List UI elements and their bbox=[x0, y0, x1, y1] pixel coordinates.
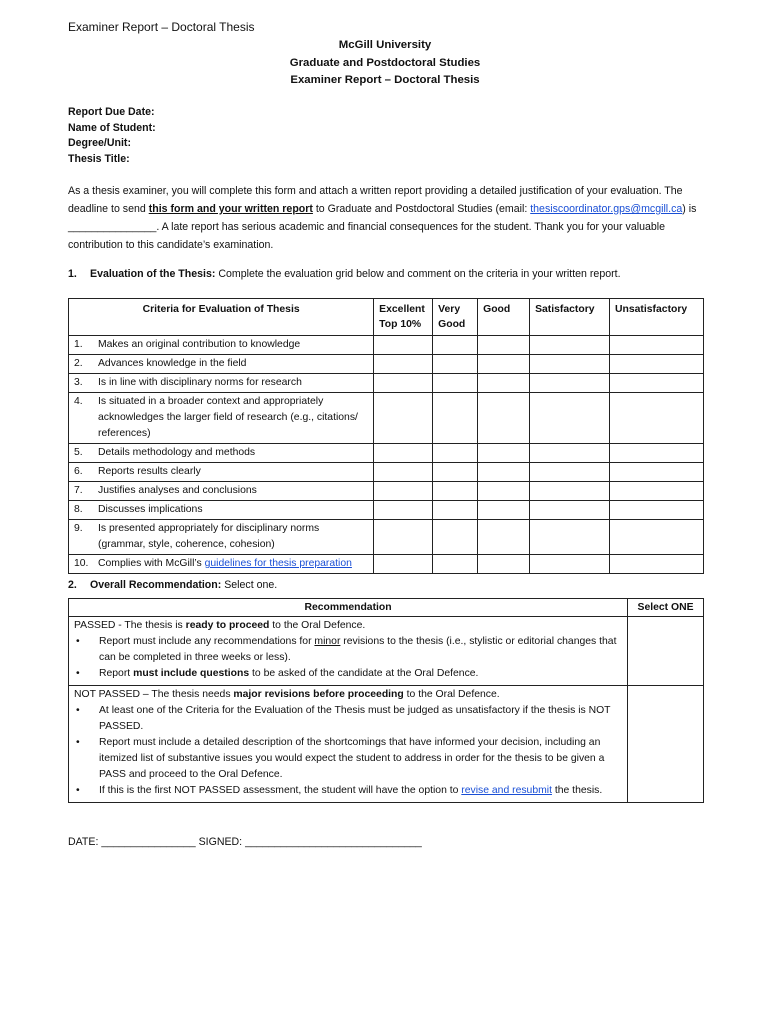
criterion-item bbox=[74, 337, 368, 353]
criterion-item bbox=[74, 556, 368, 572]
rating-cell-satisfactory[interactable] bbox=[530, 520, 610, 555]
rating-cell-good[interactable] bbox=[478, 501, 530, 520]
criteria-row bbox=[69, 463, 704, 482]
intro-emphasis: this form and your written report bbox=[148, 203, 313, 215]
criterion-item bbox=[74, 375, 368, 391]
passed-lead-bold: ready to proceed bbox=[185, 620, 270, 631]
criterion-number: 6. bbox=[74, 466, 83, 477]
select-passed-box[interactable] bbox=[628, 617, 704, 686]
rating-cell-good[interactable] bbox=[478, 463, 530, 482]
section-2-number: 2. bbox=[68, 579, 77, 591]
rating-header-satisfactory: Satisfactory bbox=[530, 299, 610, 336]
passed-bullet-1 bbox=[74, 634, 622, 666]
section-2-heading bbox=[68, 579, 277, 591]
criterion-text: Justifies analyses and conclusions bbox=[98, 485, 257, 496]
university-name: McGill University bbox=[338, 39, 432, 51]
passed-lead bbox=[74, 618, 622, 634]
rating-cell-excellent[interactable] bbox=[374, 482, 433, 501]
criterion-text: Makes an original contribution to knowledge bbox=[98, 339, 301, 350]
rating-cell-satisfactory[interactable] bbox=[530, 393, 610, 444]
rating-header-unsatisfactory: Unsatisfactory bbox=[610, 299, 704, 336]
rating-cell-unsatisfactory[interactable] bbox=[610, 482, 704, 501]
criterion-cell bbox=[69, 393, 374, 444]
criteria-row bbox=[69, 355, 704, 374]
criteria-row bbox=[69, 501, 704, 520]
criteria-row bbox=[69, 444, 704, 463]
not-passed-lead bbox=[74, 687, 622, 703]
rating-cell-good[interactable] bbox=[478, 555, 530, 574]
criterion-cell bbox=[69, 374, 374, 393]
running-header: Examiner Report – Doctoral Thesis bbox=[68, 20, 255, 34]
criterion-cell bbox=[69, 355, 374, 374]
rating-cell-good[interactable] bbox=[478, 336, 530, 355]
criteria-row bbox=[69, 520, 704, 555]
bullet-text: to be asked of the candidate at the Oral Defence. bbox=[249, 668, 479, 679]
bullet-underline: minor bbox=[314, 636, 341, 647]
rating-header-very-good: Very Good bbox=[433, 299, 478, 336]
rating-cell-good[interactable] bbox=[478, 520, 530, 555]
criterion-item bbox=[74, 356, 368, 372]
recommendation-header: Recommendation bbox=[69, 599, 628, 617]
rating-cell-unsatisfactory[interactable] bbox=[610, 355, 704, 374]
section-1-heading bbox=[68, 268, 621, 280]
rating-cell-excellent[interactable] bbox=[374, 444, 433, 463]
criterion-text bbox=[98, 556, 352, 572]
rating-cell-satisfactory[interactable] bbox=[530, 501, 610, 520]
rating-cell-unsatisfactory[interactable] bbox=[610, 555, 704, 574]
criterion-cell bbox=[69, 482, 374, 501]
rating-cell-excellent[interactable] bbox=[374, 355, 433, 374]
rating-cell-unsatisfactory[interactable] bbox=[610, 501, 704, 520]
criteria-header: Criteria for Evaluation of Thesis bbox=[69, 299, 374, 336]
criterion-number: 4. bbox=[74, 396, 83, 407]
criterion-text-part: Complies with McGill’s bbox=[98, 558, 205, 569]
bullet-text: At least one of the Criteria for the Evaluation of the Thesis must be judged as unsatisfactory if the thesis is NOT PASSED. bbox=[99, 705, 611, 732]
criteria-row bbox=[69, 393, 704, 444]
not-passed-lead-bold: major revisions before proceeding bbox=[233, 689, 404, 700]
criterion-item bbox=[74, 521, 368, 553]
criterion-text: Is presented appropriately for disciplinary norms (grammar, style, coherence, cohesion) bbox=[98, 523, 320, 550]
rating-cell-unsatisfactory[interactable] bbox=[610, 336, 704, 355]
title-block bbox=[0, 37, 770, 90]
bullet-bold: must include questions bbox=[133, 668, 250, 679]
bullet-text: Report must include a detailed description of the shortcomings that have informed your decision, including an itemized list of substantive issues you would expect the student to address in order for the thesis to be given a PASS and proceed to the Oral Defence. bbox=[99, 737, 605, 780]
criteria-row bbox=[69, 336, 704, 355]
rating-cell-excellent[interactable] bbox=[374, 336, 433, 355]
rating-cell-satisfactory[interactable] bbox=[530, 374, 610, 393]
office-name: Graduate and Postdoctoral Studies bbox=[289, 56, 481, 69]
rating-cell-unsatisfactory[interactable] bbox=[610, 393, 704, 444]
thesis-guidelines-link[interactable]: guidelines for thesis preparation bbox=[204, 558, 352, 569]
passed-row bbox=[69, 617, 704, 686]
student-name-field[interactable]: Name of Student: bbox=[68, 121, 156, 134]
bullet-text: the thesis. bbox=[551, 785, 603, 796]
rating-cell-unsatisfactory[interactable] bbox=[610, 444, 704, 463]
criterion-number: 2. bbox=[74, 358, 83, 369]
section-1-number: 1. bbox=[68, 268, 77, 280]
thesis-title-field[interactable]: Thesis Title: bbox=[68, 152, 130, 165]
intro-text-1: As a thesis examiner, you will complete this form and attach a written report providing a detailed justification of your evaluation. The deadline to send bbox=[68, 185, 683, 215]
passed-lead-text: PASSED - The thesis is bbox=[74, 620, 186, 631]
criterion-item bbox=[74, 483, 368, 499]
rating-cell-good[interactable] bbox=[478, 444, 530, 463]
bullet-icon: • bbox=[76, 737, 80, 748]
bullet-text: Report bbox=[99, 668, 134, 679]
recommendation-grid bbox=[68, 598, 704, 803]
rating-cell-very-good[interactable] bbox=[433, 520, 478, 555]
rating-cell-very-good[interactable] bbox=[433, 463, 478, 482]
degree-unit-field[interactable]: Degree/Unit: bbox=[68, 137, 131, 149]
rating-cell-satisfactory[interactable] bbox=[530, 463, 610, 482]
criterion-cell bbox=[69, 520, 374, 555]
rating-cell-very-good[interactable] bbox=[433, 501, 478, 520]
criterion-cell bbox=[69, 501, 374, 520]
rating-cell-very-good[interactable] bbox=[433, 336, 478, 355]
intro-text-2: to Graduate and Postdoctoral Studies (email: bbox=[312, 203, 531, 215]
rating-cell-very-good[interactable] bbox=[433, 555, 478, 574]
passed-description bbox=[69, 617, 628, 686]
not-passed-bullet-2 bbox=[74, 735, 622, 783]
criterion-number: 7. bbox=[74, 485, 83, 496]
criterion-item bbox=[74, 394, 368, 442]
rating-cell-good[interactable] bbox=[478, 355, 530, 374]
bullet-icon: • bbox=[76, 785, 80, 796]
rating-cell-satisfactory[interactable] bbox=[530, 444, 610, 463]
criteria-row bbox=[69, 482, 704, 501]
criterion-item bbox=[74, 502, 368, 518]
criterion-number: 10. bbox=[74, 558, 89, 569]
email-link[interactable]: thesiscoordinator.gps@mcgill.ca bbox=[530, 203, 683, 215]
criterion-cell bbox=[69, 336, 374, 355]
rating-cell-good[interactable] bbox=[478, 482, 530, 501]
criterion-number: 1. bbox=[74, 339, 83, 350]
rating-cell-unsatisfactory[interactable] bbox=[610, 463, 704, 482]
select-not-passed-box[interactable] bbox=[628, 686, 704, 803]
passed-lead-end: to the Oral Defence. bbox=[269, 620, 366, 631]
evaluation-grid bbox=[68, 298, 704, 574]
bullet-text: Report must include any recommendations for bbox=[99, 636, 315, 647]
rating-cell-excellent[interactable] bbox=[374, 501, 433, 520]
rating-cell-very-good[interactable] bbox=[433, 355, 478, 374]
criterion-number: 5. bbox=[74, 447, 83, 458]
intro-paragraph bbox=[68, 182, 708, 254]
bullet-icon: • bbox=[76, 636, 80, 647]
not-passed-bullet-3 bbox=[74, 783, 622, 799]
rating-cell-very-good[interactable] bbox=[433, 393, 478, 444]
info-fields bbox=[68, 105, 156, 167]
rating-cell-excellent[interactable] bbox=[374, 463, 433, 482]
rating-cell-satisfactory[interactable] bbox=[530, 555, 610, 574]
section-2-title: Overall Recommendation: bbox=[90, 579, 222, 591]
section-1-title: Evaluation of the Thesis: bbox=[90, 268, 216, 280]
criterion-item bbox=[74, 464, 368, 480]
rating-cell-very-good[interactable] bbox=[433, 374, 478, 393]
section-2-text: Select one. bbox=[221, 579, 278, 591]
criterion-cell bbox=[69, 444, 374, 463]
rating-cell-excellent[interactable] bbox=[374, 374, 433, 393]
bullet-text: revisions to the thesis (i.e., stylistic or editorial changes that can be completed in three weeks or less). bbox=[99, 636, 617, 663]
not-passed-bullet-1 bbox=[74, 703, 622, 735]
passed-bullet-2 bbox=[74, 666, 622, 682]
rating-cell-excellent[interactable] bbox=[374, 555, 433, 574]
rating-cell-unsatisfactory[interactable] bbox=[610, 520, 704, 555]
due-date-field[interactable]: Report Due Date: bbox=[68, 106, 155, 118]
criterion-text: Is in line with disciplinary norms for research bbox=[98, 377, 302, 388]
rating-cell-very-good[interactable] bbox=[433, 444, 478, 463]
criterion-cell bbox=[69, 463, 374, 482]
bullet-text: If this is the first NOT PASSED assessment, the student will have the option to bbox=[99, 785, 462, 796]
not-passed-description bbox=[69, 686, 628, 803]
rating-header-excellent: Excellent Top 10% bbox=[374, 299, 433, 336]
rating-cell-excellent[interactable] bbox=[374, 520, 433, 555]
criterion-number: 8. bbox=[74, 504, 83, 515]
rating-cell-excellent[interactable] bbox=[374, 393, 433, 444]
revise-resubmit-link[interactable]: revise and resubmit bbox=[461, 785, 552, 796]
rating-cell-unsatisfactory[interactable] bbox=[610, 374, 704, 393]
criteria-row bbox=[69, 555, 704, 574]
rating-cell-satisfactory[interactable] bbox=[530, 336, 610, 355]
criterion-text: Advances knowledge in the field bbox=[98, 358, 247, 369]
criteria-row bbox=[69, 374, 704, 393]
criterion-item bbox=[74, 445, 368, 461]
criterion-text: Discusses implications bbox=[98, 504, 203, 515]
rating-header-good: Good bbox=[478, 299, 530, 336]
intro-text-3: ) is _______________. A late report has serious academic and financial consequences for the student. Thank you for your valuable contribution to this candidate’s examination. bbox=[68, 203, 697, 251]
rating-cell-good[interactable] bbox=[478, 393, 530, 444]
criterion-text: Reports results clearly bbox=[98, 466, 201, 477]
not-passed-lead-end: to the Oral Defence. bbox=[403, 689, 500, 700]
rating-cell-very-good[interactable] bbox=[433, 482, 478, 501]
form-title: Examiner Report – Doctoral Thesis bbox=[290, 74, 480, 86]
rating-cell-good[interactable] bbox=[478, 374, 530, 393]
criterion-number: 3. bbox=[74, 377, 83, 388]
criterion-text: Is situated in a broader context and appropriately acknowledges the larger field of research (e.g., citations/ references) bbox=[98, 396, 358, 439]
criterion-number: 9. bbox=[74, 523, 83, 534]
section-1-text: Complete the evaluation grid below and comment on the criteria in your written report. bbox=[215, 268, 621, 280]
bullet-icon: • bbox=[76, 668, 80, 679]
bullet-icon: • bbox=[76, 705, 80, 716]
rating-cell-satisfactory[interactable] bbox=[530, 482, 610, 501]
signature-line[interactable]: DATE: ________________ SIGNED: ______________________________ bbox=[68, 836, 422, 848]
criterion-cell bbox=[69, 555, 374, 574]
rating-cell-satisfactory[interactable] bbox=[530, 355, 610, 374]
select-one-header: Select ONE bbox=[628, 599, 704, 617]
criterion-text: Details methodology and methods bbox=[98, 447, 256, 458]
not-passed-row bbox=[69, 686, 704, 803]
not-passed-lead-text: NOT PASSED – The thesis needs bbox=[74, 689, 234, 700]
